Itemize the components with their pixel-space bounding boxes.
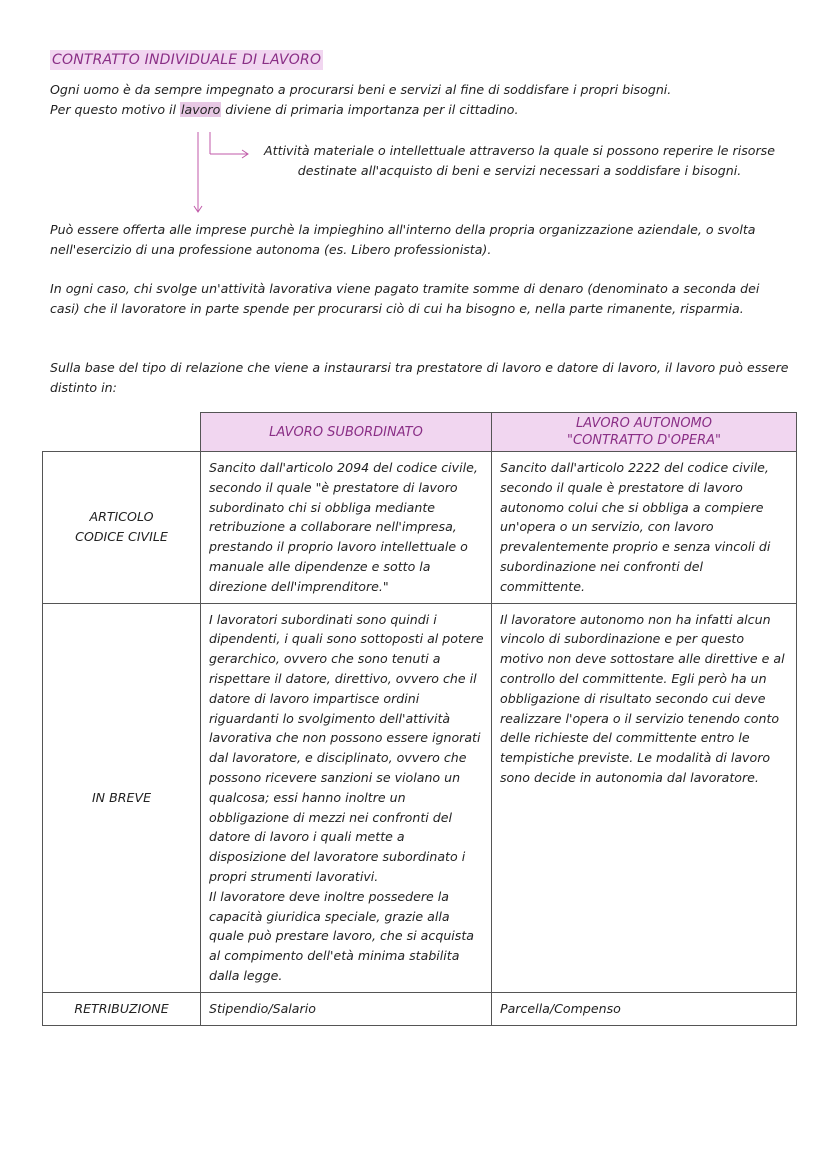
lavoro-definition: Attività materiale o intellettuale attraverso la quale si possono reperire le risorse destinate all'acquisto di beni e servizi necessari a soddisfare i bisogni. [264,143,775,178]
document-title: CONTRATTO INDIVIDUALE DI LAVORO [52,52,322,68]
payment-paragraph: In ogni caso, chi svolge un'attività lavorativa viene pagato tramite somme di denaro (denominato a seconda dei casi) che il lavoratore in parte spende per procurarsi ciò di cui ha bisogno e, nella parte rimanente, risparmia. [50,281,760,316]
row-label-in-breve: IN BREVE [43,603,201,992]
table-row [43,992,797,1025]
cell-in-breve-subordinato: I lavoratori subordinati sono quindi i dipendenti, i quali sono sottoposti al potere gerarchico, ovvero che sono tenuti a rispettare il datore, direttivo, ovvero che il datore di lavoro impartisce ordini riguardanti lo svolgimento dell'attività lavorativa che non possono essere ignorati dal lavoratore, e disciplinato, ovvero che possono ricevere sanzioni se violano un qualcosa; essi hanno inoltre un obbligazione di mezzi nei confronti del datore di lavoro i quali mette a disposizione del lavoratore subordinato i propri strumenti lavorativi. Il lavoratore deve inoltre possedere la capacità giuridica speciale, grazie alla quale può prestare lavoro, che si acquista al compimento dell'età minima stabilita dalla legge. [201,603,492,992]
intro-line-2-end: diviene di primaria importanza per il cittadino. [221,102,519,117]
definition-arrows [190,132,260,216]
cell-in-breve-autonomo: Il lavoratore autonomo non ha infatti alcun vincolo di subordinazione e per questo motivo non deve sottostare alle direttive e al controllo del committente. Egli però ha un obbligazione di risultato secondo cui deve realizzare l'opera o il servizio tenendo conto delle richieste del committente entro le tempistiche previste. Le modalità di lavoro sono decide in autonomia dal lavoratore. [492,603,797,992]
table-row [43,452,797,604]
header-lavoro-subordinato: LAVORO SUBORDINATO [201,413,492,452]
comparison-table [42,412,797,1026]
header-autonomo-line-1: LAVORO AUTONOMO [576,416,712,431]
table-corner-cell [43,413,201,452]
intro-line-1: Ogni uomo è da sempre impegnato a procurarsi beni e servizi al fine di soddisfare i propri bisogni. [50,82,672,97]
cell-retribuzione-subordinato: Stipendio/Salario [201,992,492,1025]
intro-paragraph [50,80,790,120]
intro-line-2 [50,100,790,120]
row-label-retribuzione: RETRIBUZIONE [43,992,201,1025]
highlighted-word-lavoro: lavoro [181,102,221,117]
offer-paragraph: Può essere offerta alle imprese purchè la impieghino all'interno della propria organizzazione aziendale, o svolta nell'esercizio di una professione autonoma (es. Libero professionista). [50,222,756,257]
relation-paragraph: Sulla base del tipo di relazione che viene a instaurarsi tra prestatore di lavoro e datore di lavoro, il lavoro può essere distinto in: [50,360,789,395]
row-label-line-2: CODICE CIVILE [75,529,168,545]
cell-articolo-autonomo: Sancito dall'articolo 2222 del codice civile, secondo il quale è prestatore di lavoro autonomo colui che si obbliga a compiere un'opera o un servizio, con lavoro prevalentemente proprio e senza vincoli di subordinazione nei confronti del committente. [492,452,797,604]
intro-line-2-start: Per questo motivo il [50,102,181,117]
cell-articolo-subordinato: Sancito dall'articolo 2094 del codice civile, secondo il quale "è prestatore di lavoro subordinato chi si obbliga mediante retribuzione a collaborare nell'impresa, prestando il proprio lavoro intellettuale o manuale alle dipendenze e sotto la direzione dell'imprenditore." [201,452,492,604]
header-autonomo-line-2: "CONTRATTO D'OPERA" [567,433,721,448]
header-lavoro-autonomo [492,413,797,452]
cell-retribuzione-autonomo: Parcella/Compenso [492,992,797,1025]
row-label-articolo [43,452,201,604]
table-row [43,603,797,992]
row-label-line-1: ARTICOLO [89,509,154,525]
table-header-row [43,413,797,452]
